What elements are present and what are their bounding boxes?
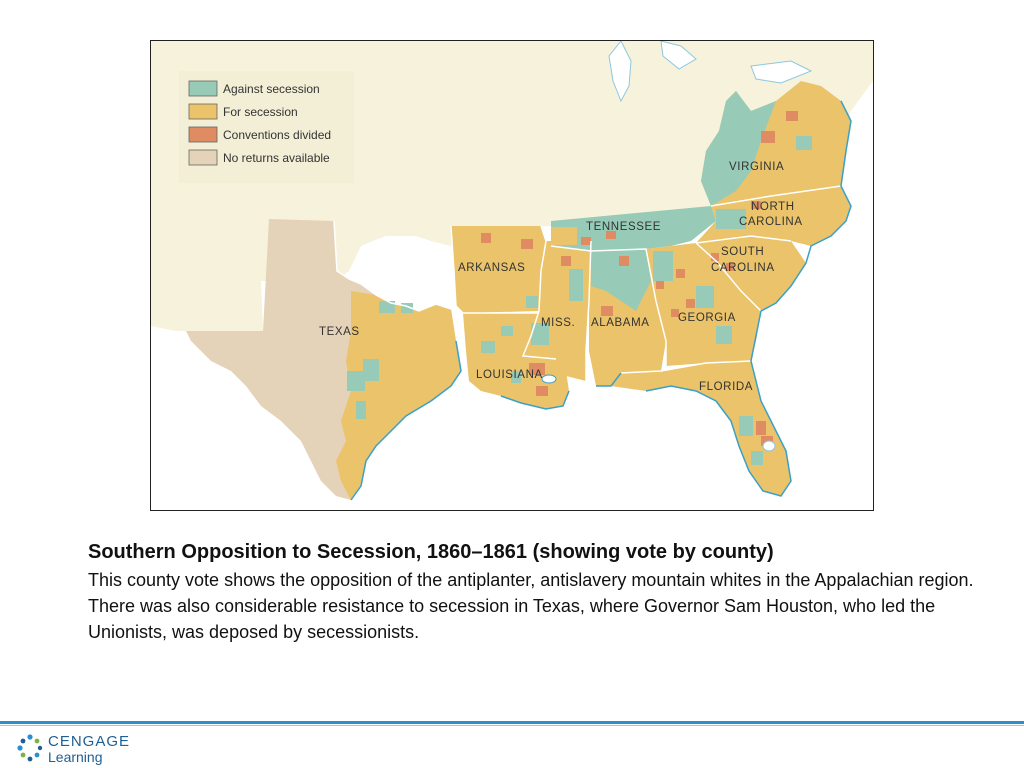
legend-swatch-for <box>189 104 217 119</box>
louisiana-divided-patch <box>536 386 548 396</box>
label-mississippi: MISS. <box>541 317 576 329</box>
label-north-carolina-2: CAROLINA <box>739 216 803 228</box>
map-svg <box>151 41 873 510</box>
logo-dot <box>28 757 33 762</box>
georgia-divided-patch <box>686 299 695 308</box>
legend-item-divided <box>189 127 331 142</box>
legend-swatch-divided <box>189 127 217 142</box>
arkansas-divided-patch <box>481 233 491 243</box>
alabama-divided-patch <box>601 306 613 316</box>
lake-okeechobee <box>763 441 775 451</box>
caption-title: Southern Opposition to Secession, 1860–1861 (showing vote by county) <box>88 541 774 563</box>
georgia-against-patch <box>696 286 714 308</box>
label-louisiana: LOUISIANA <box>476 369 543 381</box>
texas-against-patch <box>363 359 379 381</box>
georgia-against-patch <box>716 326 732 344</box>
label-virginia: VIRGINIA <box>729 161 785 173</box>
brand-top: CENGAGE <box>48 733 131 750</box>
footer-rule-thin <box>0 725 1024 726</box>
legend-item-no-returns <box>189 150 330 165</box>
brand-bottom: Learning <box>48 749 103 765</box>
figure-caption <box>88 540 978 645</box>
logo-dot <box>35 753 40 758</box>
legend-label-against: Against secession <box>223 82 320 96</box>
legend-label-divided: Conventions divided <box>223 128 332 142</box>
logo-dot <box>21 739 26 744</box>
label-florida: FLORIDA <box>699 381 754 393</box>
georgia-against-patch <box>653 251 673 281</box>
arkansas-against-patch <box>526 296 538 308</box>
label-north-carolina-1: NORTH <box>751 201 795 213</box>
arkansas-divided-patch <box>521 239 533 249</box>
lake-pontchartrain <box>542 375 556 383</box>
logo-dot <box>35 739 40 744</box>
legend <box>179 71 354 183</box>
louisiana-against-patch <box>501 326 513 336</box>
legend-label-no-returns: No returns available <box>223 151 330 165</box>
georgia-divided-patch <box>676 269 685 278</box>
logo-dot <box>17 745 22 750</box>
label-texas: TEXAS <box>319 326 360 338</box>
legend-item-against <box>189 81 320 96</box>
label-georgia: GEORGIA <box>678 312 736 324</box>
virginia-divided-patch <box>761 131 775 143</box>
tennessee-divided-patch <box>581 237 591 245</box>
label-south-carolina-1: SOUTH <box>721 246 765 258</box>
mississippi-divided-patch <box>561 256 571 266</box>
caption-body: This county vote shows the opposition of the antiplanter, antislavery mountain whites in the Appalachian region. There was also considerable resistance to secession in Texas, where Governor Sam Houston, who led the Unionists, was deposed by secessionists. <box>88 570 974 642</box>
legend-swatch-against <box>189 81 217 96</box>
secession-map <box>150 40 874 511</box>
legend-swatch-no-returns <box>189 150 217 165</box>
cengage-mark-icon <box>16 733 44 763</box>
mississippi-against-patch <box>569 269 583 301</box>
label-alabama: ALABAMA <box>591 317 650 329</box>
footer-rule <box>0 721 1024 724</box>
texas-against-patch <box>356 401 366 419</box>
louisiana-against-patch <box>481 341 495 353</box>
logo-dot <box>21 753 26 758</box>
tennessee-secession-patch <box>551 227 577 245</box>
label-tennessee: TENNESSEE <box>586 221 662 233</box>
legend-label-for: For secession <box>223 105 298 119</box>
florida-against-patch <box>751 451 763 465</box>
legend-item-for <box>189 104 298 119</box>
georgia-divided-patch <box>656 281 664 289</box>
logo-dot <box>38 746 42 750</box>
logo-dot <box>27 734 32 739</box>
virginia-divided-patch <box>786 111 798 121</box>
florida-against-patch <box>739 416 753 436</box>
alabama-divided-patch <box>619 256 629 266</box>
florida-divided-patch <box>756 421 766 435</box>
virginia-against-patch <box>796 136 812 150</box>
cengage-logo <box>16 731 136 765</box>
label-south-carolina-2: CAROLINA <box>711 262 775 274</box>
texas-against-patch <box>347 371 365 391</box>
label-arkansas: ARKANSAS <box>458 262 526 274</box>
